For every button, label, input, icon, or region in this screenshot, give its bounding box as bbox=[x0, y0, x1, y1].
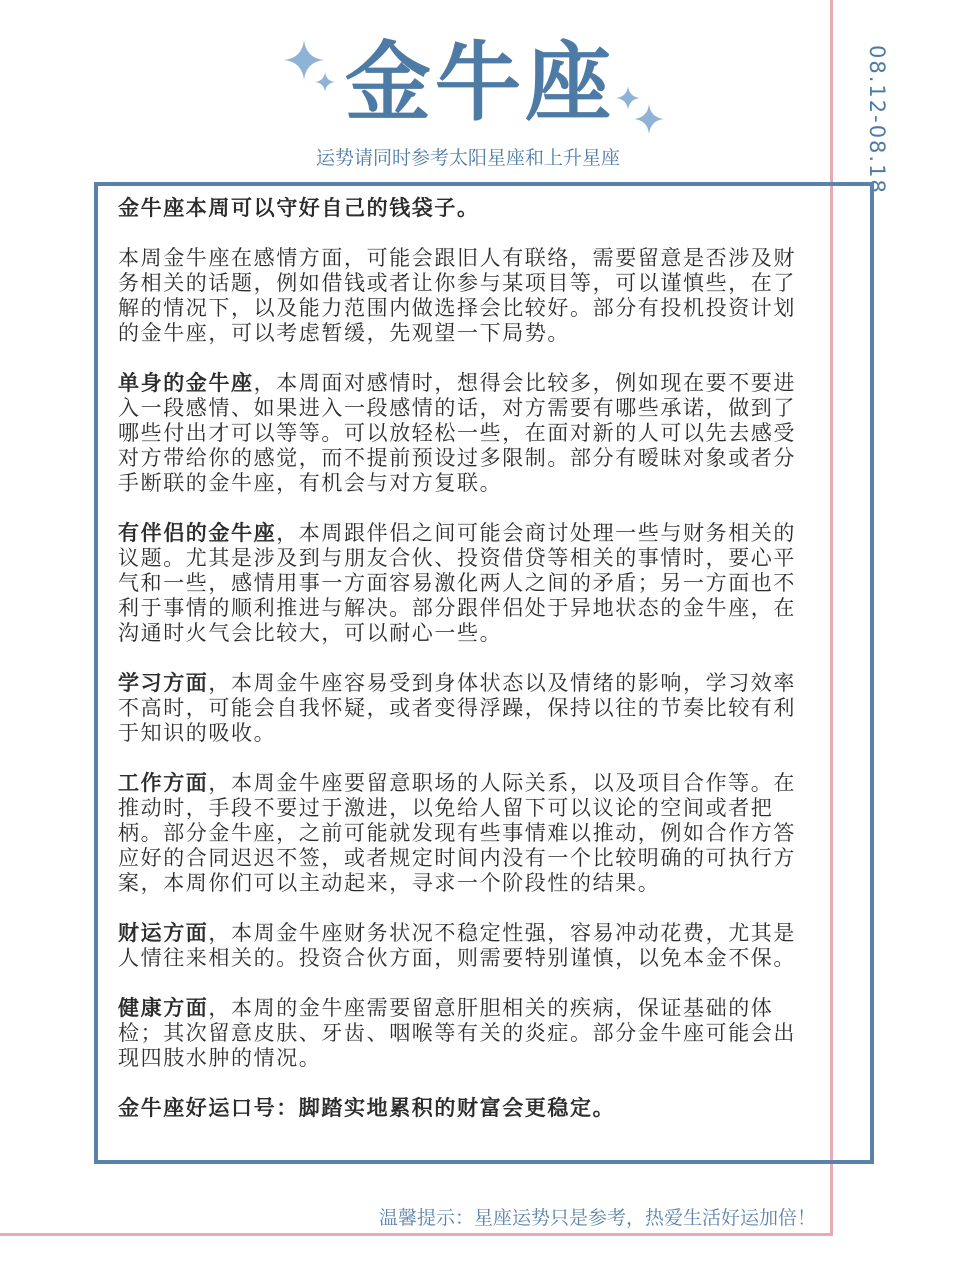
section-heading: 单身的金牛座 bbox=[118, 371, 254, 395]
section-wealth: 财运方面，本周金牛座财务状况不稳定性强，容易冲动花费，尤其是人情往来相关的。投资合伙方面，则需要特别谨慎，以免本金不保。 bbox=[118, 921, 797, 970]
section-health: 健康方面，本周的金牛座需要留意肝胆相关的疾病，保证基础的体检；其次留意皮肤、牙齿、咽喉等有关的炎症。部分金牛座可能会出现四肢水肿的情况。 bbox=[118, 996, 796, 1070]
intro-paragraph: 本周金牛座在感情方面，可能会跟旧人有联络，需要留意是否涉及财务相关的话题，例如借钱或者让你参与某项目等，可以谨慎些，在了解的情况下，以及能力范围内做选择会比较好。部分有投机投资计划的金牛座，可以考虑暂缓，先观望一下局势。 bbox=[118, 246, 796, 345]
section-heading: 学习方面 bbox=[118, 671, 209, 695]
section-heading: 健康方面 bbox=[118, 996, 209, 1020]
slogan: 金牛座好运口号：脚踏实地累积的财富会更稳定。 bbox=[118, 1096, 616, 1120]
pink-horizontal-line bbox=[0, 1233, 833, 1236]
section-heading: 财运方面 bbox=[118, 921, 209, 945]
horoscope-content bbox=[118, 196, 818, 1121]
headline: 金牛座本周可以守好自己的钱袋子。 bbox=[118, 196, 480, 220]
footer-tip: 温馨提示：星座运势只是参考，热爱生活好运加倍！ bbox=[378, 1207, 816, 1229]
section-work: 工作方面，本周金牛座要留意职场的人际关系，以及项目合作等。在推动时，手段不要过于激进，以免给人留下可以议论的空间或者把柄。部分金牛座，之前可能就发现有些事情难以推动，例如合作方答应好的合同迟迟不签，或者规定时间内没有一个比较明确的可执行方案，本周你们可以主动起来，寻求一个阶段性的结果。 bbox=[118, 771, 797, 895]
date-range: 08.12-08.18 bbox=[865, 45, 889, 195]
section-study: 学习方面，本周金牛座容易受到身体状态以及情绪的影响，学习效率不高时，可能会自我怀疑，或者变得浮躁，保持以往的节奏比较有利于知识的吸收。 bbox=[118, 671, 797, 745]
subtitle: 运势请同时参考太阳星座和上升星座 bbox=[315, 147, 620, 169]
page-title: 金牛座 bbox=[345, 33, 615, 133]
section-couple: 有伴侣的金牛座，本周跟伴侣之间可能会商讨处理一些与财务相关的议题。尤其是涉及到与朋友合伙、投资借贷等相关的事情时，要心平气和一些，感情用事一方面容易激化两人之间的矛盾；另一方面也不利于事情的顺利推进与解决。部分跟伴侣处于异地状态的金牛座，在沟通时火气会比较大，可以耐心一些。 bbox=[118, 521, 797, 645]
section-single: 单身的金牛座，本周面对感情时，想得会比较多，例如现在要不要进入一段感情、如果进入一段感情的话，对方需要有哪些承诺，做到了哪些付出才可以等等。可以放轻松一些，在面对新的人可以先去感受对方带给你的感觉，而不提前预设过多限制。部分有暧昧对象或者分手断联的金牛座，有机会与对方复联。 bbox=[118, 371, 797, 495]
section-heading: 有伴侣的金牛座 bbox=[118, 521, 277, 545]
section-heading: 工作方面 bbox=[118, 771, 209, 795]
